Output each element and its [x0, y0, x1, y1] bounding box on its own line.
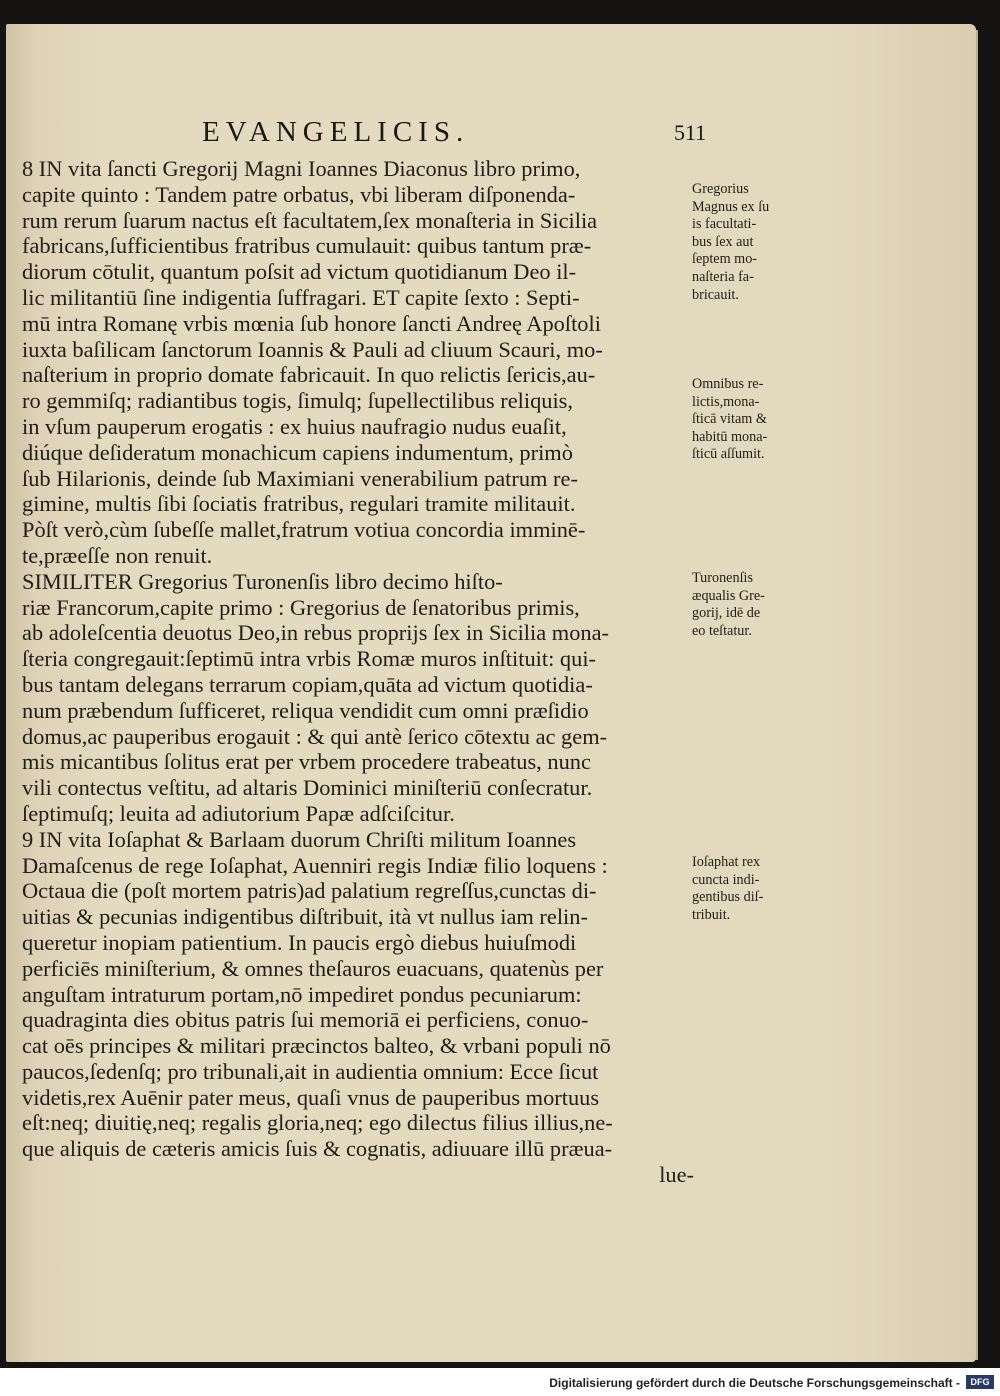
dfg-logo-icon: DFG	[966, 1375, 994, 1389]
margin-note-line: gentibus diſ-	[692, 889, 764, 906]
text-line: naſterium in proprio domate fabricauit. In quo relictis ſericis,au-	[22, 362, 596, 388]
text-line: paucos,ſedenſq; pro tribunali,ait in audientia omnium: Ecce ſicut	[22, 1058, 599, 1084]
text-line: fabricans,ſufficientibus fratribus cumulauit: quibus tantum præ-	[22, 233, 592, 259]
text-line: Octaua die (poſt mortem patris)ad palatium regreſſus,cunctas di-	[22, 878, 597, 904]
margin-note-line: eo teſtatur.	[692, 622, 752, 639]
text-line: 8 IN vita ſancti Gregorij Magni Ioannes Diaconus libro primo,	[22, 156, 581, 181]
footer-bar	[0, 1368, 1000, 1396]
text-line: queretur inopiam patientium. In paucis ergò diebus huiuſmodi	[22, 929, 577, 955]
margin-note-line: is facultati-	[692, 216, 757, 233]
text-line: videtis,rex Auēnir pater meus, quaſi vnus de pauperibus mortuus	[22, 1084, 600, 1110]
margin-note-line: ſticū aſſumit.	[692, 446, 765, 463]
text-line: num præbendum ſufficeret, reliqua vendidit cum omni præſidio	[22, 697, 589, 723]
text-line: bus tantam delegans terrarum copiam,quāta ad victum quotidia-	[22, 671, 593, 697]
text-line: eſt:neq; diuitię,neq; regalis gloria,neq; ego dilectus filius illius,ne-	[22, 1110, 613, 1136]
text-line: ab adoleſcentia deuotus Deo,in rebus proprijs ſex in Sicilia mona-	[22, 620, 609, 646]
text-line: Pòſt verò,cùm ſubeſſe mallet,fratrum votiua concordia imminē-	[22, 517, 586, 543]
text-line: que aliquis de cæteris amicis ſuis & cognatis, adiuuare illū præua-	[22, 1136, 613, 1162]
page-header	[6, 116, 976, 156]
text-line: cat oēs principes & militari præcinctos balteo, & vrbani populi nō	[22, 1033, 611, 1059]
margin-note-line: ſeptem mo-	[692, 251, 758, 268]
text-line: diorum cōtulit, quantum poſsit ad victum quotidianum Deo il-	[22, 259, 577, 285]
margin-note-line: lictis,mona-	[692, 393, 760, 410]
margin-note-line: ſticā vitam &	[692, 411, 767, 428]
margin-note-line: naſteria fa-	[692, 268, 754, 285]
text-line: gimine, multis ſibi ſociatis fratribus, regulari tramite militauit.	[22, 491, 576, 517]
page-number: 511	[674, 120, 707, 145]
margin-note-omnibus	[692, 376, 812, 464]
text-line: uitias & pecunias indigentibus diſtribuit, ità vt nullus iam relin-	[22, 904, 588, 930]
text-line: ſeptimuſq; leuita ad adiutorium Papæ adſciſcitur.	[22, 800, 455, 826]
margin-note-line: habitū mona-	[692, 428, 768, 445]
margin-note-gregorius	[692, 181, 812, 304]
text-line: rum rerum ſuarum nactus eſt facultatem,ſex monaſteria in Sicilia	[22, 207, 598, 233]
text-line: mū intra Romanę vrbis mœnia ſub honore ſancti Andreę Apoſtoli	[22, 310, 601, 336]
text-line: te,præeſſe non renuit.	[22, 542, 213, 568]
margin-note-turonensis	[692, 570, 812, 640]
text-line: riæ Francorum,capite primo : Gregorius de ſenatoribus primis,	[22, 594, 580, 620]
text-line: mis micantibus ſolitus erat per vrbem procedere trabeatus, nunc	[22, 749, 591, 775]
text-line: lic militantiū ſine indigentia ſuffragari. ET capite ſexto : Septi-	[22, 284, 580, 310]
margin-note-line: cuncta indi-	[692, 871, 760, 888]
text-line: capite quinto : Tandem patre orbatus, vbi liberam diſponenda-	[22, 181, 576, 207]
text-line: 9 IN vita Ioſaphat & Barlaam duorum Chriſti militum Ioannes	[22, 826, 577, 852]
margin-note-line: Gregorius	[692, 181, 749, 197]
margin-note-line: Turonenſis	[692, 570, 753, 586]
margin-note-line: tribuit.	[692, 906, 731, 923]
text-line: ſub Hilarionis, deinde ſub Maximiani venerabilium patrum re-	[22, 465, 578, 491]
text-line: domus,ac pauperibus erogauit : & qui antè ſerico cōtextu ac gem-	[22, 723, 608, 749]
text-line: iuxta baſilicam ſanctorum Ioannis & Pauli ad cliuum Scauri, mo-	[22, 336, 603, 362]
funding-credit: Digitalisierung gefördert durch die Deutsche Forschungsgemeinschaft -	[549, 1376, 960, 1390]
main-text-column	[22, 156, 694, 1188]
text-line: Damaſcenus de rege Ioſaphat, Auenniri regis Indiæ filio loquens :	[22, 852, 608, 878]
book-page	[6, 24, 976, 1362]
text-line: in vſum pauperum erogatis : ex huius naufragio nudus euaſit,	[22, 413, 567, 439]
margin-note-line: gorij, idē de	[692, 605, 761, 622]
text-line: ſteria congregauit:ſeptimū intra vrbis Romæ muros inſtituit: qui-	[22, 646, 596, 672]
catchword: lue-	[659, 1162, 694, 1188]
margin-note-line: Ioſaphat rex	[692, 854, 761, 870]
text-line: anguſtam intraturum portam,nō impediret pondus pecuniarum:	[22, 981, 582, 1007]
text-line: vili contectus veſtitu, ad altaris Dominici miniſteriū conſecratur.	[22, 775, 593, 801]
running-title: EVANGELICIS.	[202, 116, 470, 148]
text-line: diúque deſideratum monachicum capiens indumentum, primò	[22, 439, 573, 465]
margin-note-iosaphat	[692, 854, 812, 924]
margin-note-line: Omnibus re-	[692, 376, 764, 392]
margin-note-line: bricauit.	[692, 286, 739, 303]
text-line: ro gemmiſq; radiantibus togis, ſimulq; ſupellectilibus reliquis,	[22, 388, 573, 414]
text-line: quadraginta dies obitus patris ſui memoriā ei perficiens, conuo-	[22, 1007, 589, 1033]
margin-note-line: Magnus ex ſu	[692, 198, 770, 215]
text-line: SIMILITER Gregorius Turonenſis libro decimo hiſto-	[22, 568, 503, 594]
margin-note-line: bus ſex aut	[692, 233, 754, 250]
margin-note-line: æqualis Gre-	[692, 587, 765, 604]
text-line: perficiēs miniſterium, & omnes theſauros euacuans, quatenùs per	[22, 955, 604, 981]
